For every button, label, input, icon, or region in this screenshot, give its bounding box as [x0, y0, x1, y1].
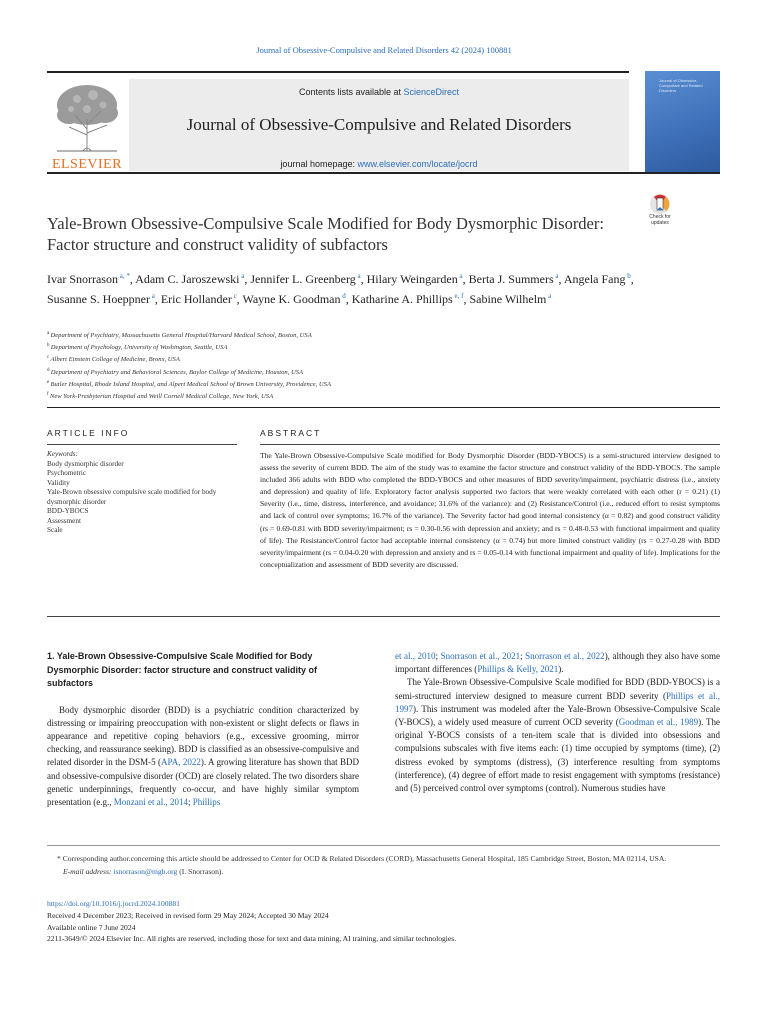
author-name-text: Ivar Snorrason — [47, 272, 118, 286]
affiliation-text: New York-Presbyterian Hospital and Weill Cornell Medical College, New York, USA — [49, 393, 274, 401]
affiliation-list — [47, 329, 687, 402]
footnote-rule — [47, 845, 720, 846]
keyword-item: Body dysmorphic disorder — [47, 459, 124, 468]
masthead-bottom-rule — [47, 172, 720, 174]
author-name-text: Katharine A. Phillips — [351, 291, 453, 306]
author-name[interactable] — [352, 292, 464, 306]
author-name[interactable] — [564, 272, 631, 286]
affiliations-bottom-rule — [47, 407, 720, 408]
affiliation-marker: b — [47, 343, 51, 349]
abstract-text: The Yale-Brown Obsessive-Compulsive Scale modified for Body Dysmorphic Disorder (BDD-YBOCS) is a semi-structured interview designed to assess the severity of current BDD. The aim of the study was to examine the factor structure and construct validity of the BDD-YBOCS. The sample included 366 adults with BDD who completed the BDD-YBOCS and other measures of BDD severity/impairment, psychiatric distress (i.e., anxiety and depression) and quality of life. Exploratory factor analysis supported two factors that were weakly correlated with each other (r = 0.21) (1) Severity (i.e., time, distress, interference, and avoidance; 31.6% of the variance): and (2) Resistance/Control (i.e., reduced effort to resist symptoms and lack of control over symptoms; 16.7% of the variance). The Severity factor had good internal consistency (α = 0.82) and good construct validity (rs = 0.69-0.81 with BDD severity/impairment; rs = 0.30-0.56 with depression and anxiety; and rs = 0.48-0.53 with functional impairment and quality of life). The Resistance/Control factor had acceptable internal consistency (α = 0.74) but more limited construct validity (rs = 0.27-0.28 with BDD severity/impairment (rs = 0.04-0.20 with depression and anxiety and rs = 0.05-0.14 with functional impairment and quality of life). Implications for the conceptualization and assessment of BDD severity are discussed. — [260, 451, 720, 569]
masthead-banner — [129, 79, 629, 171]
article-info-heading: ARTICLE INFO — [47, 428, 130, 438]
article-info-rule — [47, 444, 237, 445]
author-name-text: Wayne K. Goodman — [242, 291, 341, 306]
author-affiliation-marker[interactable]: a — [239, 272, 245, 280]
ref-monzani-2014[interactable]: Monzani et al., 2014 — [113, 796, 188, 807]
running-head[interactable]: Journal of Obsessive-Compulsive and Related Disorders 42 (2024) 100881 — [256, 45, 512, 55]
body-text: ; — [520, 651, 526, 661]
homepage-line — [129, 159, 629, 169]
author-name-text: Hilary Weingarden — [366, 272, 458, 286]
author-affiliation-marker[interactable]: a — [553, 272, 559, 280]
ref-phillips-kelly-2021[interactable]: Phillips & Kelly, 2021 — [477, 664, 559, 675]
affiliation-item — [47, 353, 687, 365]
cover-title: Journal of Obsessive-Compulsive and Related Disorders — [659, 78, 703, 93]
author-name[interactable] — [47, 272, 130, 286]
body-text: ), although they also have some important differences ( — [395, 651, 720, 675]
author-name[interactable] — [469, 292, 551, 306]
email-label: E-mail address: — [63, 866, 114, 876]
journal-cover-thumbnail[interactable] — [645, 71, 720, 172]
body-left-column — [47, 650, 359, 809]
affiliation-text: Albert Einstein College of Medicine, Bronx, USA — [50, 356, 180, 364]
author-affiliation-marker[interactable]: a — [546, 291, 552, 300]
author-affiliation-marker[interactable]: a, * — [117, 272, 130, 280]
author-name-text: Susanne S. Hoeppner — [47, 291, 150, 306]
contents-prefix: Contents lists available at — [298, 87, 404, 97]
author-name[interactable] — [242, 292, 345, 306]
footnote-text: Corresponding author.concerning this article should be addressed to Center for OCD & Related Disorders (CORD), Massachusetts General Hospital, 185 Cambridge Street, Boston, MA 02114, USA. — [60, 854, 667, 863]
ref-phillips-1997[interactable]: Phillips et al., 1997 — [395, 690, 720, 714]
elsevier-tree-icon — [47, 79, 127, 153]
keywords-list — [47, 460, 237, 536]
author-name-text: Adam C. Jaroszewski — [135, 272, 240, 286]
article-title: Yale-Brown Obsessive-Compulsive Scale Modified for Body Dysmorphic Disorder: Factor structure and construct validity of subfactors — [47, 214, 604, 254]
author-affiliation-marker[interactable]: c — [231, 291, 237, 300]
author-affiliation-marker[interactable]: d — [340, 291, 346, 300]
journal-homepage-link[interactable]: www.elsevier.com/locate/jocrd — [357, 159, 478, 169]
section-1-heading: 1. Yale-Brown Obsessive-Compulsive Scale Modified for Body Dysmorphic Disorder: factor structure and construct validity of subfactors — [47, 651, 318, 688]
homepage-prefix: journal homepage: — [280, 159, 358, 169]
author-affiliation-marker[interactable]: a — [355, 272, 361, 280]
affiliation-text: Department of Psychology, University of Washington, Seattle, USA — [50, 344, 228, 352]
keywords-label: Keywords: — [47, 450, 78, 458]
abstract-bottom-rule — [47, 616, 720, 617]
keyword-item: Scale — [47, 526, 63, 534]
ref-phillips-2010-cont[interactable]: et al., 2010 — [395, 651, 436, 661]
affiliation-item — [47, 329, 687, 341]
affiliation-text: Department of Psychiatry, Massachusetts General Hospital/Harvard Medical School, Boston, USA — [50, 332, 312, 339]
author-affiliation-marker[interactable]: a — [457, 272, 463, 280]
sciencedirect-link[interactable]: ScienceDirect — [403, 87, 460, 97]
body-text: ). This instrument was modeled after the Yale-Brown Obsessive-Compulsive Scale (Y-BOCS), a widely used measure of current OCD severity ( — [395, 703, 720, 728]
footnote-star: * — [57, 854, 61, 863]
body-text: ; — [187, 796, 193, 807]
keyword-item: Validity — [47, 478, 70, 487]
affiliation-marker: f — [47, 392, 50, 398]
author-name[interactable] — [367, 272, 463, 286]
author-affiliation-marker[interactable]: b — [625, 272, 631, 280]
keyword-item: Yale-Brown obsessive compulsive scale modified for body dysmorphic disorder — [47, 488, 217, 506]
crossmark-icon — [645, 193, 675, 215]
affiliation-text: Butler Hospital, Rhode Island Hospital, and Alpert Medical School of Brown University, Providence, USA — [50, 380, 331, 388]
author-name[interactable] — [135, 272, 244, 286]
elsevier-logo[interactable] — [47, 79, 127, 171]
keywords-block — [47, 450, 237, 536]
ref-goodman-1989[interactable]: Goodman et al., 1989 — [618, 717, 699, 728]
online-date: Available online 7 June 2024 — [47, 922, 136, 932]
author-name-text: Eric Hollander — [160, 291, 232, 306]
body-text: ). A growing literature has shown that BDD and obsessive-compulsive disorder (OCD) are closely related. The two disorders share genetic underpinnings, frequently co-occur, and have highly similar symptom presentation (e.g., — [47, 757, 359, 807]
elsevier-wordmark: ELSEVIER — [51, 157, 123, 172]
doi-link[interactable]: https://doi.org/10.1016/j.jocrd.2024.100881 — [47, 899, 180, 908]
affiliation-text: Department of Psychiatry and Behavioral Sciences, Baylor College of Medicine, Houston, USA — [50, 368, 304, 376]
body-text: Body dysmorphic disorder (BDD) is a psychiatric condition characterized by distressing or impairing preoccupation with non-existent or slight defects or flaws in appearance and repetitive coping behaviors (e.g., excessive grooming, mirror checking, and reassurance seeking). BDD is classified as an obsessive-compulsive and related disorder in the DSM-5 ( — [47, 704, 359, 768]
keyword-item: BDD-YBOCS — [47, 507, 89, 515]
journal-title: Journal of Obsessive-Compulsive and Related Disorders — [186, 115, 572, 134]
author-name-text: Angela Fang — [563, 272, 626, 286]
body-text: ). The original Y-BOCS consists of a ten-item scale that is divided into obsessions and compulsions subscales with five items each: (1) time occupied by symptoms (time), (2) distress evoked by symptoms (distress), (3) interference resulting from symptoms (interference), (4) degree of effort made to resist engagement with symptoms (resistance) and (5) perceived control over symptoms (control). Numerous studies have — [395, 717, 720, 794]
check-for-updates-badge[interactable] — [645, 193, 675, 229]
publication-info — [47, 898, 720, 945]
author-affiliation-marker[interactable]: a — [149, 291, 155, 300]
contents-line — [129, 87, 629, 97]
email-link[interactable]: isnorrason@mgb.org — [113, 866, 178, 876]
affiliation-marker: a — [47, 331, 51, 336]
body-text: ). — [558, 664, 564, 675]
email-suffix: (I. Snorrason). — [177, 866, 224, 876]
body-paragraph-2 — [395, 676, 720, 795]
affiliation-marker: e — [47, 379, 51, 385]
ref-apa-2022[interactable]: APA, 2022 — [161, 757, 201, 768]
author-name-text: Jennifer L. Greenberg — [250, 272, 356, 286]
author-name[interactable] — [161, 292, 237, 306]
affiliation-marker: d — [47, 367, 51, 373]
affiliation-item — [47, 341, 687, 353]
author-list: Ivar Snorrason $^{a, *}$, Adam C. Jaroszewski $^a$, Jennifer L. Greenberg $^a$, Hilary Weingarden $^a$, Berta J. Summers $^a$, Angela Fang $^b$, Susanne S. Hoeppner $^a$, Eric Hollander $^c$, Wayne K. Goodman $^d$, Katharine A. Phillips $^{e, f}$, Sabine Wilhelm $^a$ — [47, 272, 634, 306]
author-affiliation-marker[interactable]: e, f — [452, 291, 464, 300]
body-text: The Yale-Brown Obsessive-Compulsive Scale modified for BDD (BDD-YBOCS) is a semi-structured interview designed to measure current BDD severity ( — [395, 677, 720, 701]
body-text: ; — [435, 651, 441, 661]
abstract-heading: ABSTRACT — [260, 428, 322, 438]
journal-masthead — [47, 71, 629, 172]
affiliation-marker: c — [47, 355, 51, 361]
body-right-column — [395, 650, 720, 795]
ref-snorrason-2021[interactable]: Snorrason et al., 2021 — [440, 651, 521, 661]
author-name[interactable] — [250, 272, 360, 286]
author-name-text: Berta J. Summers — [468, 272, 554, 286]
corresponding-author-footnote — [47, 853, 720, 878]
abstract-rule — [260, 444, 720, 445]
author-name-text: Sabine Wilhelm — [469, 291, 547, 306]
keyword-item: Assessment — [47, 516, 81, 525]
footnote-email — [47, 866, 720, 879]
check-for-updates-label: Check for updates — [649, 214, 671, 226]
author-name[interactable] — [47, 292, 155, 306]
keyword-item: Psychometric — [47, 469, 87, 477]
affiliation-item — [47, 366, 687, 378]
footnote-corresponding — [47, 853, 720, 866]
author-name[interactable] — [469, 272, 559, 286]
affiliation-item — [47, 390, 687, 402]
affiliation-item — [47, 378, 687, 390]
ref-snorrason-2022[interactable]: Snorrason et al., 2022 — [525, 651, 605, 661]
body-paragraph-1-cont — [395, 650, 720, 676]
body-paragraph-1 — [47, 704, 359, 810]
copyright-line: 2211-3649/© 2024 Elsevier Inc. All rights are reserved, including those for text and data mining, AI training, and similar technologies. — [47, 934, 457, 944]
ref-phillips-2010[interactable]: Phillips — [192, 796, 221, 807]
received-dates: Received 4 December 2023; Received in revised form 29 May 2024; Accepted 30 May 2024 — [47, 910, 329, 920]
